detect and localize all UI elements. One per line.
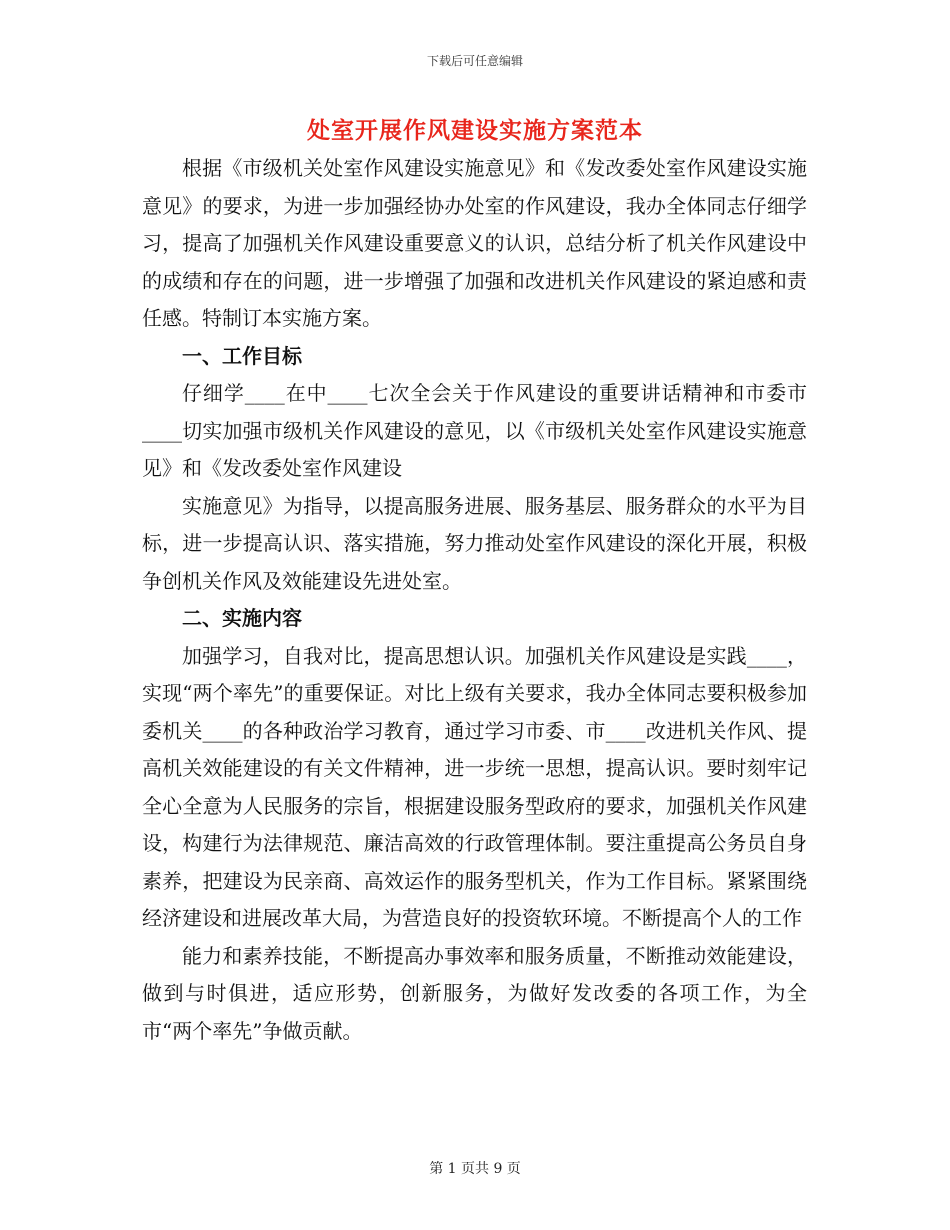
goals-paragraph-2: 实施意见》为指导，以提高服务进展、服务基层、服务群众的水平为目标，进一步提高认识、落实措施，努力推动处室作风建设的深化开展，积极争创机关作风及效能建设先进处室。 (142, 493, 807, 593)
goals-paragraph-1: 仔细学____在中____七次全会关于作风建设的重要讲话精神和市委市____切实加强市级机关作风建设的意见，以《市级机关处室作风建设实施意见》和《发改委处室作风建设 (142, 381, 807, 480)
document-body (142, 150, 807, 1050)
page-header: 下载后可任意编辑 (426, 54, 523, 68)
page-footer: 第 1 页共 9 页 (429, 1161, 521, 1177)
document-title: 处室开展作风建设实施方案范本 (307, 117, 643, 144)
intro-paragraph: 根据《市级机关处室作风建设实施意见》和《发改委处室作风建设实施意见》的要求，为进一步加强经协办处室的作风建设，我办全体同志仔细学习，提高了加强机关作风建设重要意义的认识，总结分析了机关作风建设中的成绩和存在的问题，进一步增强了加强和改进机关作风建设的紧迫感和责任感。特制订本实施方案。 (142, 156, 807, 330)
implementation-paragraph-1: 加强学习，自我对比，提高思想认识。加强机关作风建设是实践____，实现“两个率先”的重要保证。对比上级有关要求，我办全体同志要积极参加委机关____的各种政治学习教育，通过学习市委、市____改进机关作风、提高机关效能建设的有关文件精神，进一步统一思想，提高认识。要时刻牢记全心全意为人民服务的宗旨，根据建设服务型政府的要求，加强机关作风建设，构建行为法律规范、廉洁高效的行政管理体制。要注重提高公务员自身素养，把建设为民亲商、高效运作的服务型机关，作为工作目标。紧紧围绕经济建设和进展改革大局，为营造良好的投资软环境。不断提高个人的工作 (142, 643, 807, 930)
implementation-paragraph-2: 能力和素养技能，不断提高办事效率和服务质量，不断推动效能建设，做到与时俱进，适应形势，创新服务，为做好发改委的各项工作，为全市“两个率先”争做贡献。 (142, 943, 807, 1043)
section-heading-implementation: 二、实施内容 (182, 606, 302, 630)
section-heading-work-goals: 一、工作目标 (182, 343, 302, 368)
